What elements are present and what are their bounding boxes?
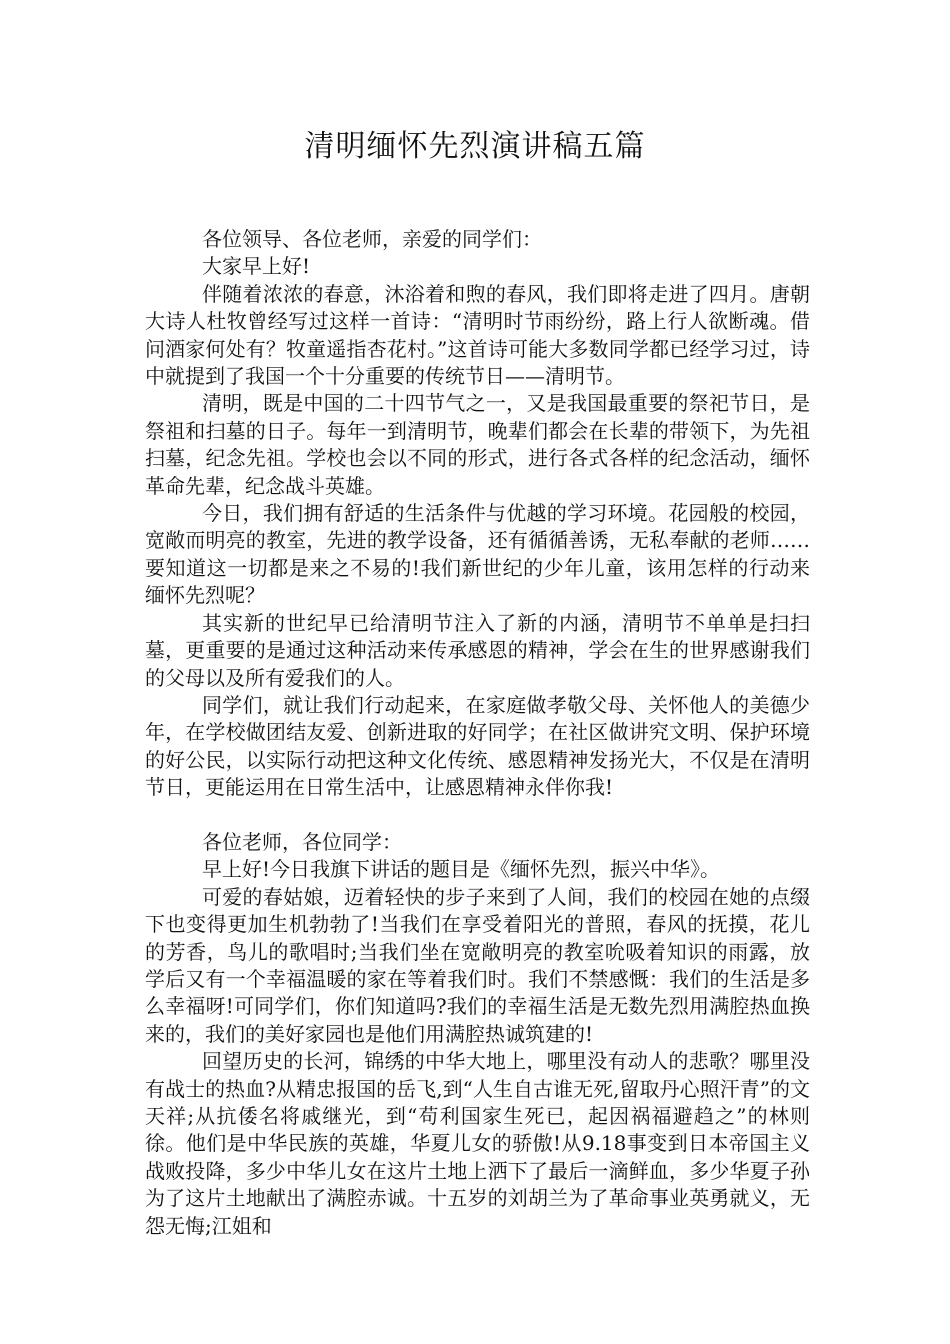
speech1-paragraph: 其实新的世纪早已给清明节注入了新的内涵，清明节不单单是扫扫墓，更重要的是通过这种活动来传承感恩的精神，学会在生的世界感谢我们的父母以及所有爱我们的人。 xyxy=(145,610,810,690)
speech2-greeting: 各位老师，各位同学： xyxy=(202,829,402,854)
speech1-opening: 大家早上好! xyxy=(202,254,311,279)
speech2-paragraph: 回望历史的长河，锦绣的中华大地上，哪里没有动人的悲歌？哪里没有战士的热血?从精忠报国的岳飞,到“人生自古谁无死,留取丹心照汗青”的文天祥;从抗倭名将戚继光，到“苟利国家生死已，起因祸福避趋之”的林则徐。他们是中华民族的英雄，华夏儿女的骄傲!从9.18事变到日本帝国主义战败投降，多少中华儿女在这片土地上洒下了最后一滴鲜血，多少华夏子孙为了这片土地献出了满腔赤诚。十五岁的刘胡兰为了革命事业英勇就义，无怨无悔;江姐和 xyxy=(145,1049,810,1238)
speech1-greeting: 各位领导、各位老师，亲爱的同学们： xyxy=(202,227,542,251)
speech2-opening: 早上好!今日我旗下讲话的题目是《缅怀先烈，振兴中华》。 xyxy=(202,857,721,882)
speech1-paragraph: 今日，我们拥有舒适的生活条件与优越的学习环境。花园般的校园，宽敞而明亮的教室，先进的教学设备，还有循循善诱，无私奉献的老师……要知道这一切都是来之不易的!我们新世纪的少年儿童，该用怎样的行动来缅怀先烈呢？ xyxy=(145,501,810,608)
speech2-paragraph: 可爱的春姑娘，迈着轻快的步子来到了人间，我们的校园在她的点缀下也变得更加生机勃勃了!当我们在享受着阳光的普照，春风的抚摸，花儿的芳香，鸟儿的歌唱时;当我们坐在宽敞明亮的教室吮吸着知识的雨露，放学后又有一个幸福温暖的家在等着我们时。我们不禁感慨：我们的生活是多么幸福呀!可同学们，你们知道吗?我们的幸福生活是无数先烈用满腔热血换来的，我们的美好家园也是他们用满腔热诚筑建的! xyxy=(145,884,810,1046)
speech1-paragraph: 同学们，就让我们行动起来，在家庭做孝敬父母、关怀他人的美德少年，在学校做团结友爱、创新进取的好同学；在社区做讲究文明、保护环境的好公民，以实际行动把这种文化传统、感恩精神发扬光大，不仅是在清明节日，更能运用在日常生活中，让感恩精神永伴你我! xyxy=(145,692,810,800)
document-body xyxy=(145,226,810,1240)
document-title: 清明缅怀先烈演讲稿五篇 xyxy=(304,129,646,164)
speech1-paragraph: 伴随着浓浓的春意，沐浴着和煦的春风，我们即将走进了四月。唐朝大诗人杜牧曾经写过这样一首诗：“清明时节雨纷纷，路上行人欲断魂。借问酒家何处有？牧童遥指杏花村。”这首诗可能大多数同学都已经学习过，诗中就提到了我国一个十分重要的传统节日——清明节。 xyxy=(145,281,810,389)
speech1-paragraph: 清明，既是中国的二十四节气之一，又是我国最重要的祭祀节日，是祭祖和扫墓的日子。每年一到清明节，晚辈们都会在长辈的带领下，为先祖扫墓，纪念先祖。学校也会以不同的形式，进行各式各样的纪念活动，缅怀革命先辈，纪念战斗英雄。 xyxy=(145,391,810,498)
section-spacer xyxy=(145,802,810,829)
